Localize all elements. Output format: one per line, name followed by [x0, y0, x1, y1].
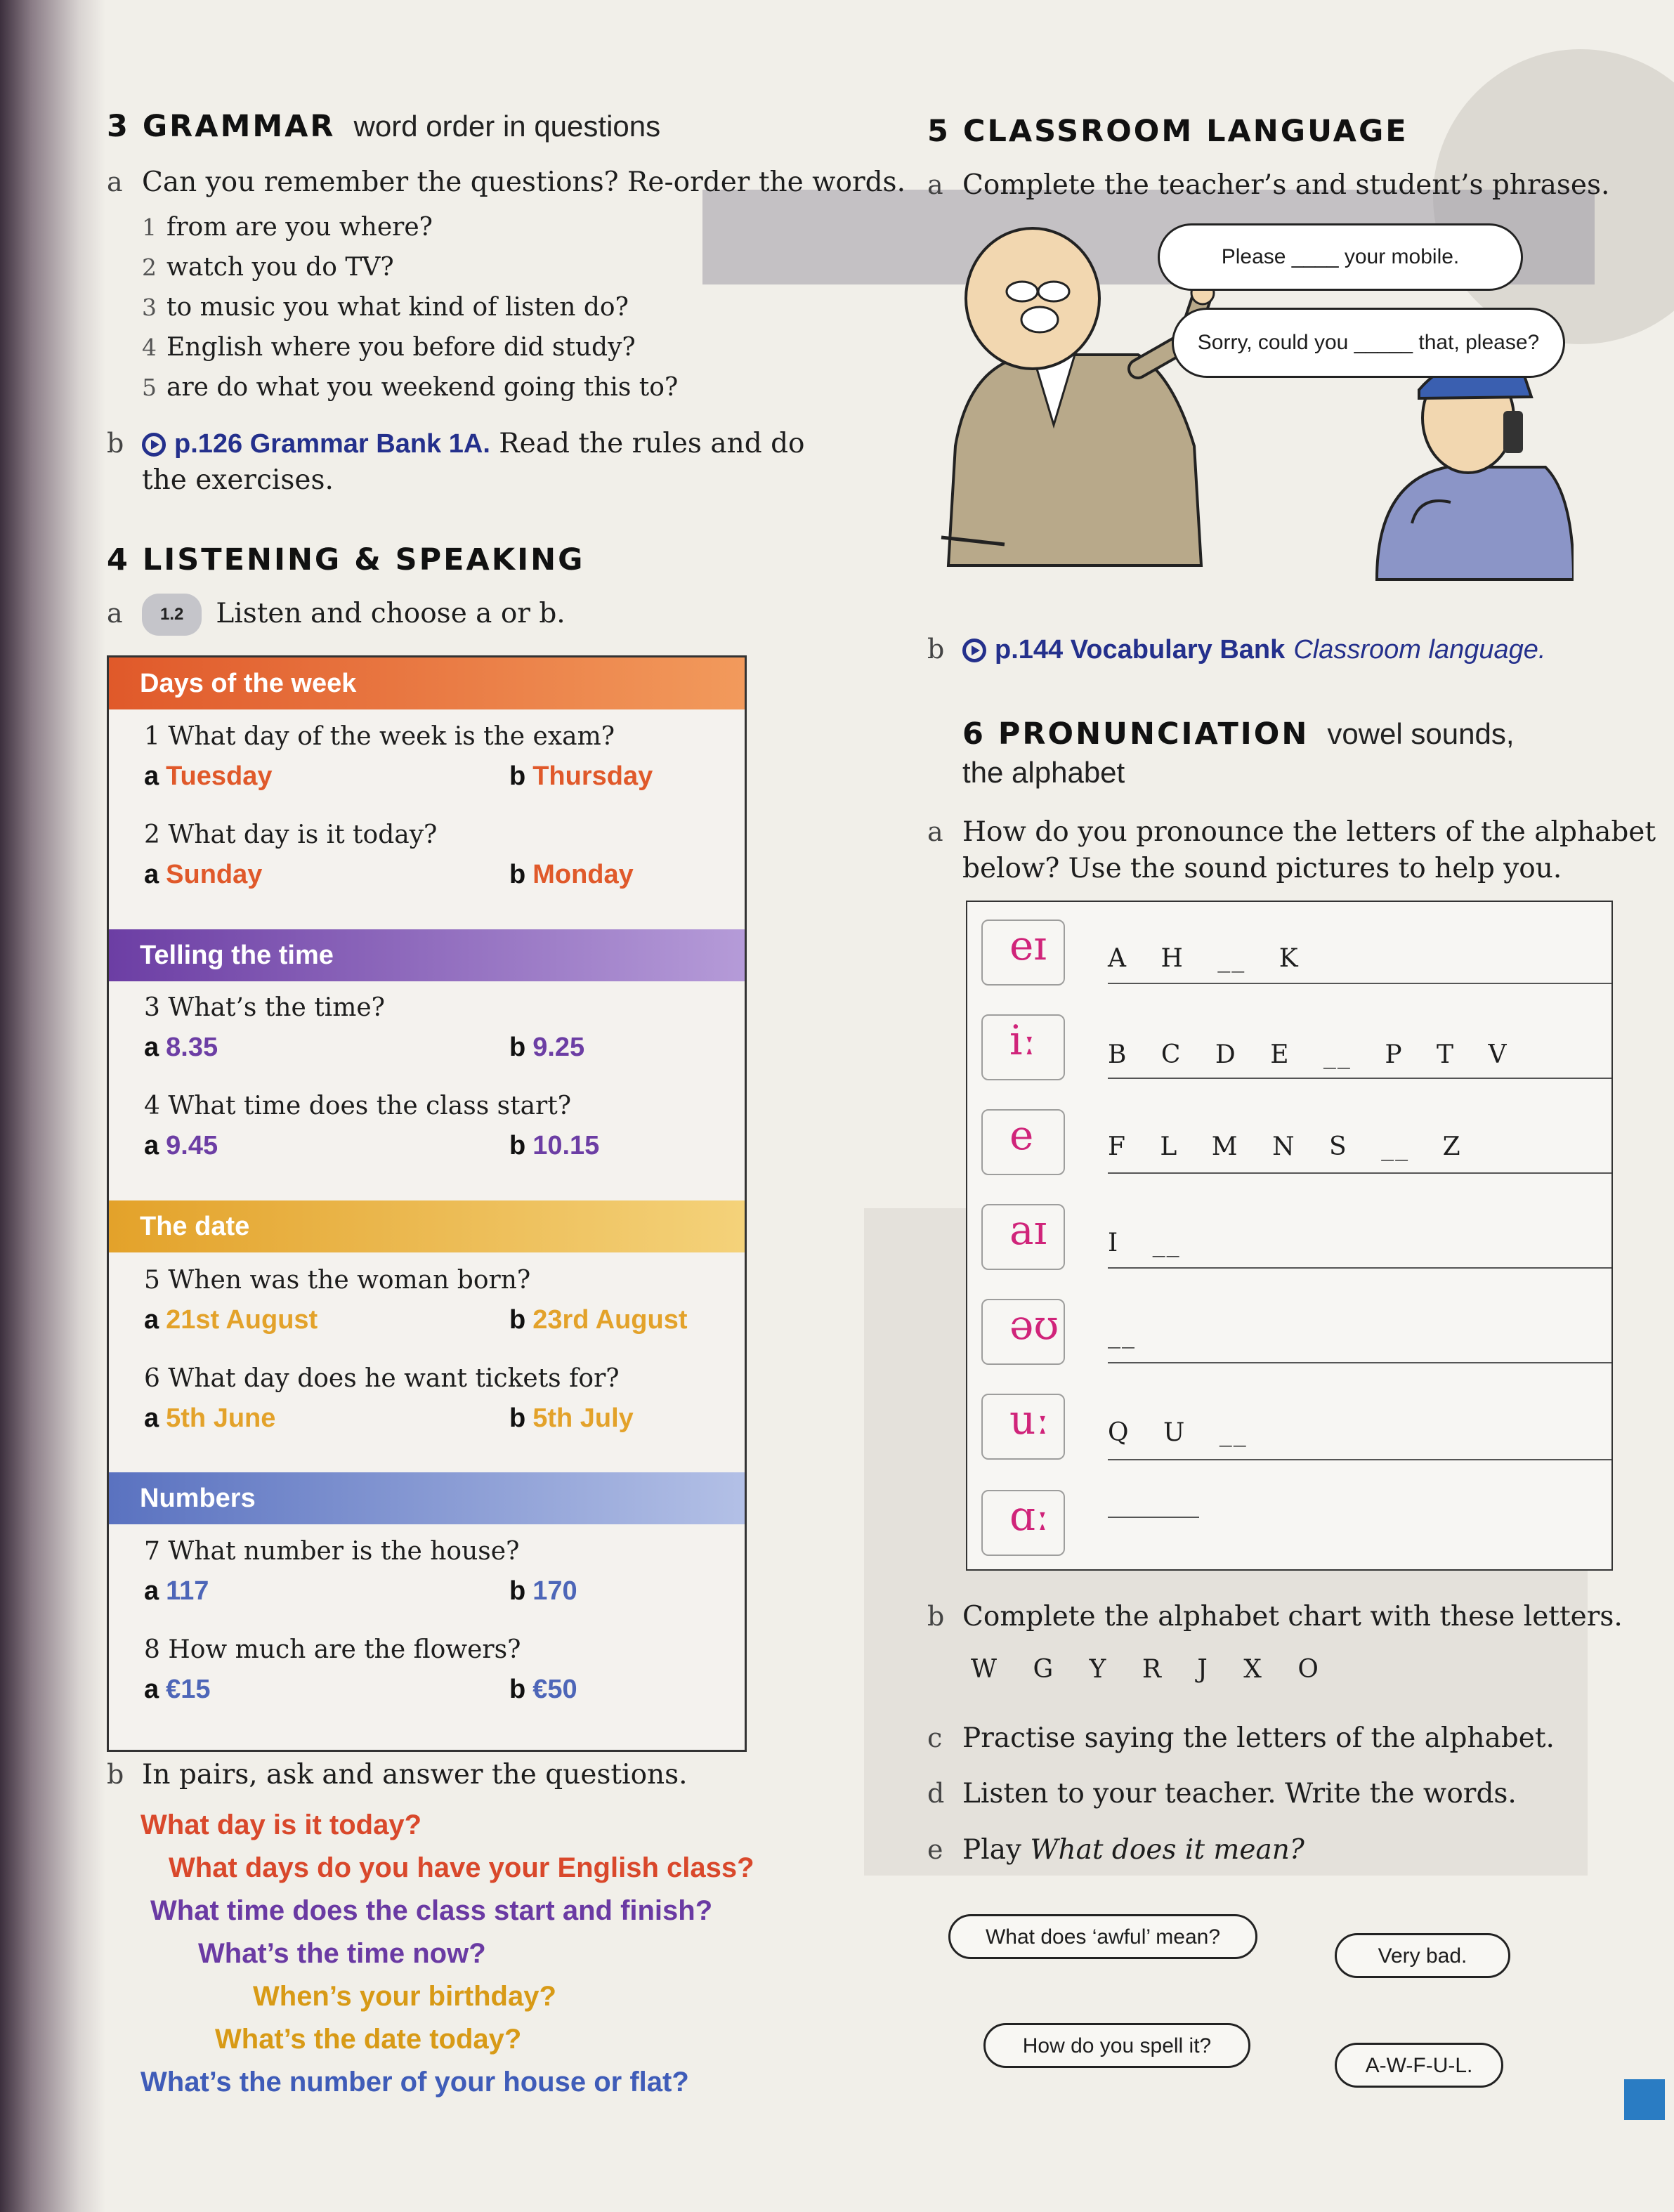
- chart-row: [967, 1376, 1611, 1474]
- exercise-letter: b: [107, 1759, 124, 1790]
- speech-bubble-student: Sorry, could you _____ that, please?: [1172, 308, 1565, 378]
- student-body: [1377, 467, 1574, 580]
- exercise-instruction: In pairs, ask and answer the questions.: [142, 1759, 688, 1791]
- section-heading: 3 GRAMMAR: [107, 109, 336, 144]
- exercise-6a: [927, 813, 1656, 887]
- speaking-question: What’s the number of your house or flat?: [140, 2067, 689, 2098]
- row-letters[interactable]: A H __ K: [1108, 944, 1300, 973]
- option-text: 170: [532, 1576, 577, 1606]
- item-text: English where you before did study?: [166, 333, 636, 362]
- question-text: 2 What day is it today?: [144, 820, 438, 849]
- row-letters[interactable]: I __: [1108, 1229, 1181, 1257]
- book-spine-shadow: [0, 0, 105, 2212]
- exercise-letter: b: [927, 1601, 945, 1632]
- option-text: Tuesday: [166, 761, 273, 791]
- exercise-letter: d: [927, 1778, 945, 1809]
- option-text: 117: [166, 1576, 209, 1606]
- exercise-5b: [927, 634, 1545, 665]
- option-b[interactable]: [509, 1675, 577, 1705]
- page-corner-tab: [1624, 2079, 1665, 2120]
- option-text: 9.45: [166, 1131, 218, 1160]
- option-letter: b: [509, 1305, 526, 1335]
- group-header: The date: [109, 1200, 745, 1252]
- speaking-question: What days do you have your English class?: [169, 1852, 754, 1883]
- option-b[interactable]: [509, 761, 653, 792]
- item-number: 2: [142, 254, 157, 281]
- question-text: 3 What’s the time?: [144, 993, 385, 1022]
- option-a[interactable]: [144, 1131, 218, 1161]
- exercise-3a: [107, 164, 905, 201]
- option-letter: b: [509, 1131, 526, 1160]
- option-letter: b: [509, 1403, 526, 1433]
- option-a[interactable]: [144, 761, 273, 792]
- option-letter: b: [509, 1675, 526, 1704]
- item-text: watch you do TV?: [166, 253, 394, 282]
- item-number: 3: [142, 294, 157, 321]
- item-text: are do what you weekend going this to?: [166, 373, 679, 402]
- speech-bubble-answer: Very bad.: [1335, 1933, 1510, 1978]
- option-text: Monday: [532, 860, 634, 889]
- chart-row: [967, 1186, 1611, 1281]
- exercise-letter: b: [927, 634, 945, 665]
- exercise-instruction: Can you remember the questions? Re-order the words.: [142, 166, 905, 198]
- option-b[interactable]: [509, 1403, 634, 1434]
- speaking-question: What’s the time now?: [198, 1938, 486, 1969]
- grammar-bank-link[interactable]: p.126 Grammar Bank 1A.: [174, 429, 490, 459]
- option-letter: a: [144, 761, 159, 791]
- exercise-instruction-cont: the exercises.: [142, 464, 334, 496]
- question-text: 4 What time does the class start?: [144, 1092, 572, 1120]
- section-title: [107, 109, 660, 144]
- exercise-6c: [927, 1720, 1555, 1757]
- teacher-jacket: [948, 355, 1201, 565]
- option-text: 21st August: [166, 1305, 318, 1335]
- option-text: 9.25: [532, 1033, 585, 1062]
- exercise-instruction: Play: [962, 1834, 1021, 1866]
- exercise-letter: a: [927, 169, 943, 200]
- letters-to-place: W G Y R J X O: [971, 1655, 1319, 1684]
- exercise-6b: [927, 1598, 1623, 1635]
- list-item: [142, 207, 678, 247]
- mobile-phone-icon: [1503, 411, 1523, 453]
- exercise-instruction: Practise saying the letters of the alphabet.: [962, 1722, 1555, 1754]
- option-a[interactable]: [144, 860, 262, 890]
- sound-symbol: e: [1009, 1111, 1034, 1159]
- arrow-circle-icon: [962, 639, 986, 662]
- section-heading: 6 PRONUNCIATION: [962, 716, 1309, 752]
- option-letter: a: [144, 1576, 159, 1606]
- option-letter: a: [144, 1403, 159, 1433]
- option-letter: a: [144, 1305, 159, 1335]
- speech-bubble-answer: A-W-F-U-L.: [1335, 2043, 1503, 2088]
- group-header: Telling the time: [109, 929, 745, 981]
- section-grammar: [107, 109, 660, 144]
- section-heading: 4 LISTENING & SPEAKING: [107, 542, 585, 577]
- item-number: 1: [142, 214, 157, 241]
- chart-row: [967, 1092, 1611, 1186]
- section-subtitle: vowel sounds,: [1327, 717, 1515, 750]
- speech-bubble-question: What does ‘awful’ mean?: [948, 1914, 1257, 1959]
- speaking-question: What day is it today?: [140, 1809, 422, 1840]
- option-a[interactable]: [144, 1305, 318, 1335]
- option-a[interactable]: [144, 1033, 218, 1063]
- sound-symbol: əʊ: [1009, 1301, 1059, 1349]
- sound-symbol: eɪ: [1009, 922, 1047, 969]
- list-item: [142, 247, 678, 287]
- speech-bubble-question: How do you spell it?: [983, 2023, 1250, 2068]
- exercise-letter: e: [927, 1834, 943, 1865]
- option-text: 23rd August: [532, 1305, 688, 1335]
- option-text: Thursday: [532, 761, 653, 791]
- exercise-letter: a: [107, 166, 123, 197]
- option-text: 8.35: [166, 1033, 218, 1062]
- item-text: to music you what kind of listen do?: [166, 293, 629, 322]
- exercise-instruction: Listen and choose a or b.: [216, 598, 565, 629]
- exercise-instruction: Complete the alphabet chart with these letters.: [962, 1601, 1623, 1632]
- exercise-4b: [107, 1756, 688, 1793]
- option-a[interactable]: [144, 1403, 275, 1434]
- sound-symbol: aɪ: [1009, 1206, 1047, 1254]
- vocabulary-bank-link[interactable]: p.144 Vocabulary Bank: [995, 635, 1286, 665]
- row-letters[interactable]: __: [1108, 1320, 1136, 1349]
- option-text: Sunday: [166, 860, 263, 889]
- chart-row: [967, 902, 1611, 997]
- question-text: 6 What day does he want tickets for?: [144, 1364, 620, 1393]
- section-subtitle-cont: the alphabet: [962, 756, 1125, 789]
- option-b[interactable]: [509, 1305, 688, 1335]
- option-text: €50: [532, 1675, 577, 1704]
- speaking-question: When’s your birthday?: [253, 1981, 556, 2012]
- question-text: 1 What day of the week is the exam?: [144, 722, 615, 751]
- option-text: €15: [166, 1675, 211, 1704]
- option-a[interactable]: [144, 1576, 209, 1606]
- question-list: [142, 207, 678, 407]
- option-b[interactable]: [509, 860, 634, 890]
- row-letters[interactable]: F L M N S __ Z: [1108, 1132, 1462, 1161]
- exercise-letter: b: [107, 428, 124, 459]
- row-letters[interactable]: Q U __: [1108, 1418, 1248, 1447]
- list-item: [142, 367, 678, 407]
- chart-row: [967, 997, 1611, 1092]
- option-text: 5th July: [532, 1403, 634, 1433]
- list-item: [142, 287, 678, 327]
- section-heading: 5 CLASSROOM LANGUAGE: [927, 114, 1408, 149]
- option-b[interactable]: [509, 1576, 577, 1606]
- option-text: 10.15: [532, 1131, 600, 1160]
- exercise-letter: a: [107, 598, 123, 629]
- question-text: 7 What number is the house?: [144, 1537, 520, 1566]
- sound-symbol: ɑː: [1009, 1492, 1049, 1540]
- arrow-circle-icon: [142, 433, 166, 457]
- option-letter: b: [509, 860, 526, 889]
- exercise-letter: a: [927, 816, 943, 847]
- option-letter: a: [144, 1131, 159, 1160]
- option-letter: a: [144, 1675, 159, 1704]
- exercise-6d: [927, 1775, 1517, 1812]
- sound-symbol: iː: [1009, 1016, 1037, 1064]
- option-a[interactable]: [144, 1675, 211, 1705]
- exercise-instruction-cont: below? Use the sound pictures to help you.: [962, 853, 1562, 884]
- group-header: Days of the week: [109, 657, 745, 709]
- row-letters[interactable]: B C D E __ P T V: [1108, 1040, 1508, 1069]
- option-text: 5th June: [166, 1403, 276, 1433]
- option-letter: a: [144, 860, 159, 889]
- sound-symbol: uː: [1009, 1396, 1049, 1444]
- option-b[interactable]: [509, 1131, 599, 1161]
- option-letter: b: [509, 1033, 526, 1062]
- audio-track-badge[interactable]: 1.2: [142, 594, 202, 636]
- list-item: [142, 327, 678, 367]
- exercise-3b: [107, 425, 809, 499]
- exercise-letter: c: [927, 1722, 943, 1753]
- vocabulary-bank-topic[interactable]: Classroom language.: [1293, 635, 1546, 665]
- item-text: from are you where?: [166, 213, 433, 242]
- option-letter: a: [144, 1033, 159, 1062]
- exercise-instruction: How do you pronounce the letters of the alphabet: [962, 816, 1656, 848]
- alphabet-chart: [966, 901, 1613, 1571]
- chart-row: [967, 1281, 1611, 1376]
- chart-row: [967, 1474, 1611, 1569]
- question-text: 8 How much are the flowers?: [144, 1635, 521, 1664]
- exercise-instruction: Listen to your teacher. Write the words.: [962, 1778, 1517, 1809]
- exercise-6e: [927, 1831, 1304, 1869]
- item-number: 5: [142, 374, 157, 401]
- speaking-question: What time does the class start and finish?: [150, 1895, 713, 1926]
- item-number: 4: [142, 334, 157, 361]
- speech-bubble-teacher: Please ____ your mobile.: [1158, 223, 1523, 291]
- group-header: Numbers: [109, 1472, 745, 1524]
- option-letter: b: [509, 761, 526, 791]
- exercise-instruction: Complete the teacher’s and student’s phrases.: [962, 169, 1610, 201]
- listening-box: [107, 655, 747, 1752]
- exercise-5a: [927, 166, 1609, 204]
- speaking-question: What’s the date today?: [215, 2024, 522, 2055]
- exercise-4a: [107, 594, 565, 636]
- section-pronunciation: [962, 716, 1515, 790]
- option-b[interactable]: [509, 1033, 584, 1063]
- game-name: What does it mean?: [1030, 1834, 1304, 1866]
- question-text: 5 When was the woman born?: [144, 1266, 531, 1295]
- exercise-instruction: Read the rules and do: [499, 428, 805, 459]
- option-letter: b: [509, 1576, 526, 1606]
- section-subtitle: word order in questions: [353, 110, 661, 143]
